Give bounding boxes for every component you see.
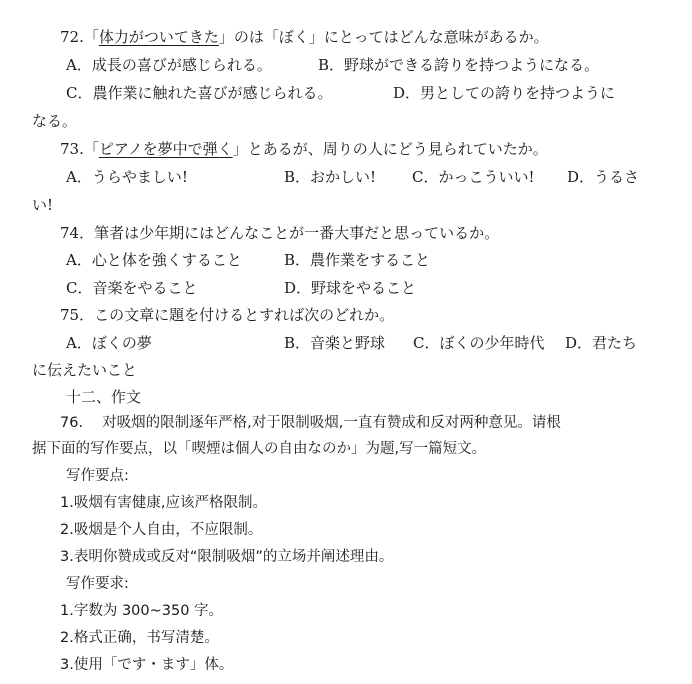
question-72-open-quote: 「: [83, 28, 99, 46]
question-72-prompt: 」のは「ぼく」にとってはどんな意味があるか。: [218, 28, 549, 46]
question-73-prompt: 」とあるが、周りの人にどう見られていたか。: [232, 140, 548, 158]
question-73-open-quote: 「: [83, 140, 99, 158]
question-74-option-d: D．野球をやること: [284, 279, 417, 297]
writing-requirement-3: 3.使用「です・ます」体。: [60, 657, 234, 673]
section-heading: 十二、作文: [66, 388, 142, 406]
question-75-stem: 75．この文章に題を付けるとすれば次のどれか。: [60, 306, 395, 324]
question-75-option-c: C．ぼくの少年時代: [413, 334, 545, 352]
question-75-option-d-continued: に伝えたいこと: [32, 361, 138, 379]
question-73-quoted-phrase: ピアノを夢中で弾く: [98, 140, 233, 158]
question-74-option-a: A．心と体を強くすること: [66, 251, 242, 269]
question-75-option-b: B．音楽と野球: [284, 334, 386, 352]
question-74-option-c: C．音楽をやること: [66, 279, 198, 297]
question-72-option-c: C．農作業に触れた喜びが感じられる。: [66, 84, 333, 102]
question-72-option-a: A．成長の喜びが感じられる。: [66, 56, 272, 74]
question-74-option-b: B．農作業をすること: [284, 251, 431, 269]
question-73-option-a: A．うらやましい!: [66, 168, 188, 186]
writing-requirement-2: 2.格式正确，书写清楚。: [60, 630, 219, 646]
question-73-option-d: D．うるさ: [567, 168, 640, 186]
writing-requirements-heading: 写作要求:: [66, 576, 129, 592]
question-75-option-a: A．ぼくの夢: [66, 334, 152, 352]
question-72-stem: [60, 27, 549, 47]
writing-points-heading: 写作要点:: [66, 468, 129, 484]
question-76-instruction-line2: 据下面的写作要点，以「喫煙は個人の自由なのか」为题,写一篇短文。: [32, 441, 487, 457]
writing-point-3: 3.表明你赞成或反对“限制吸烟”的立场并阐述理由。: [60, 549, 394, 565]
question-72-quoted-phrase: 体力がついてきた: [98, 28, 219, 46]
question-74-stem: 74．筆者は少年期にはどんなことが一番大事だと思っているか。: [60, 224, 500, 242]
writing-point-1: 1.吸烟有害健康,应该严格限制。: [60, 495, 267, 511]
writing-requirement-1: 1.字数为 300~350 字。: [60, 603, 224, 619]
question-72-number: 72.: [60, 28, 84, 46]
question-73-stem: [60, 139, 548, 159]
question-72-option-b: B．野球ができる誇りを持つようになる。: [318, 56, 600, 74]
question-73-option-d-continued: い!: [32, 196, 54, 214]
writing-point-2: 2.吸烟是个人自由，不应限制。: [60, 522, 263, 538]
question-72-option-d-continued: なる。: [32, 112, 78, 130]
question-73-option-b: B．おかしい!: [284, 168, 377, 186]
question-73-option-c: C．かっこういい!: [412, 168, 535, 186]
question-76-instruction-line1: 76. 对吸烟的限制逐年严格,对于限制吸烟,一直有赞成和反对两种意见。请根: [60, 415, 561, 431]
question-75-option-d: D．君たち: [565, 334, 638, 352]
question-72-option-d: D．男としての誇りを持つように: [393, 84, 616, 102]
question-73-number: 73.: [60, 140, 84, 158]
